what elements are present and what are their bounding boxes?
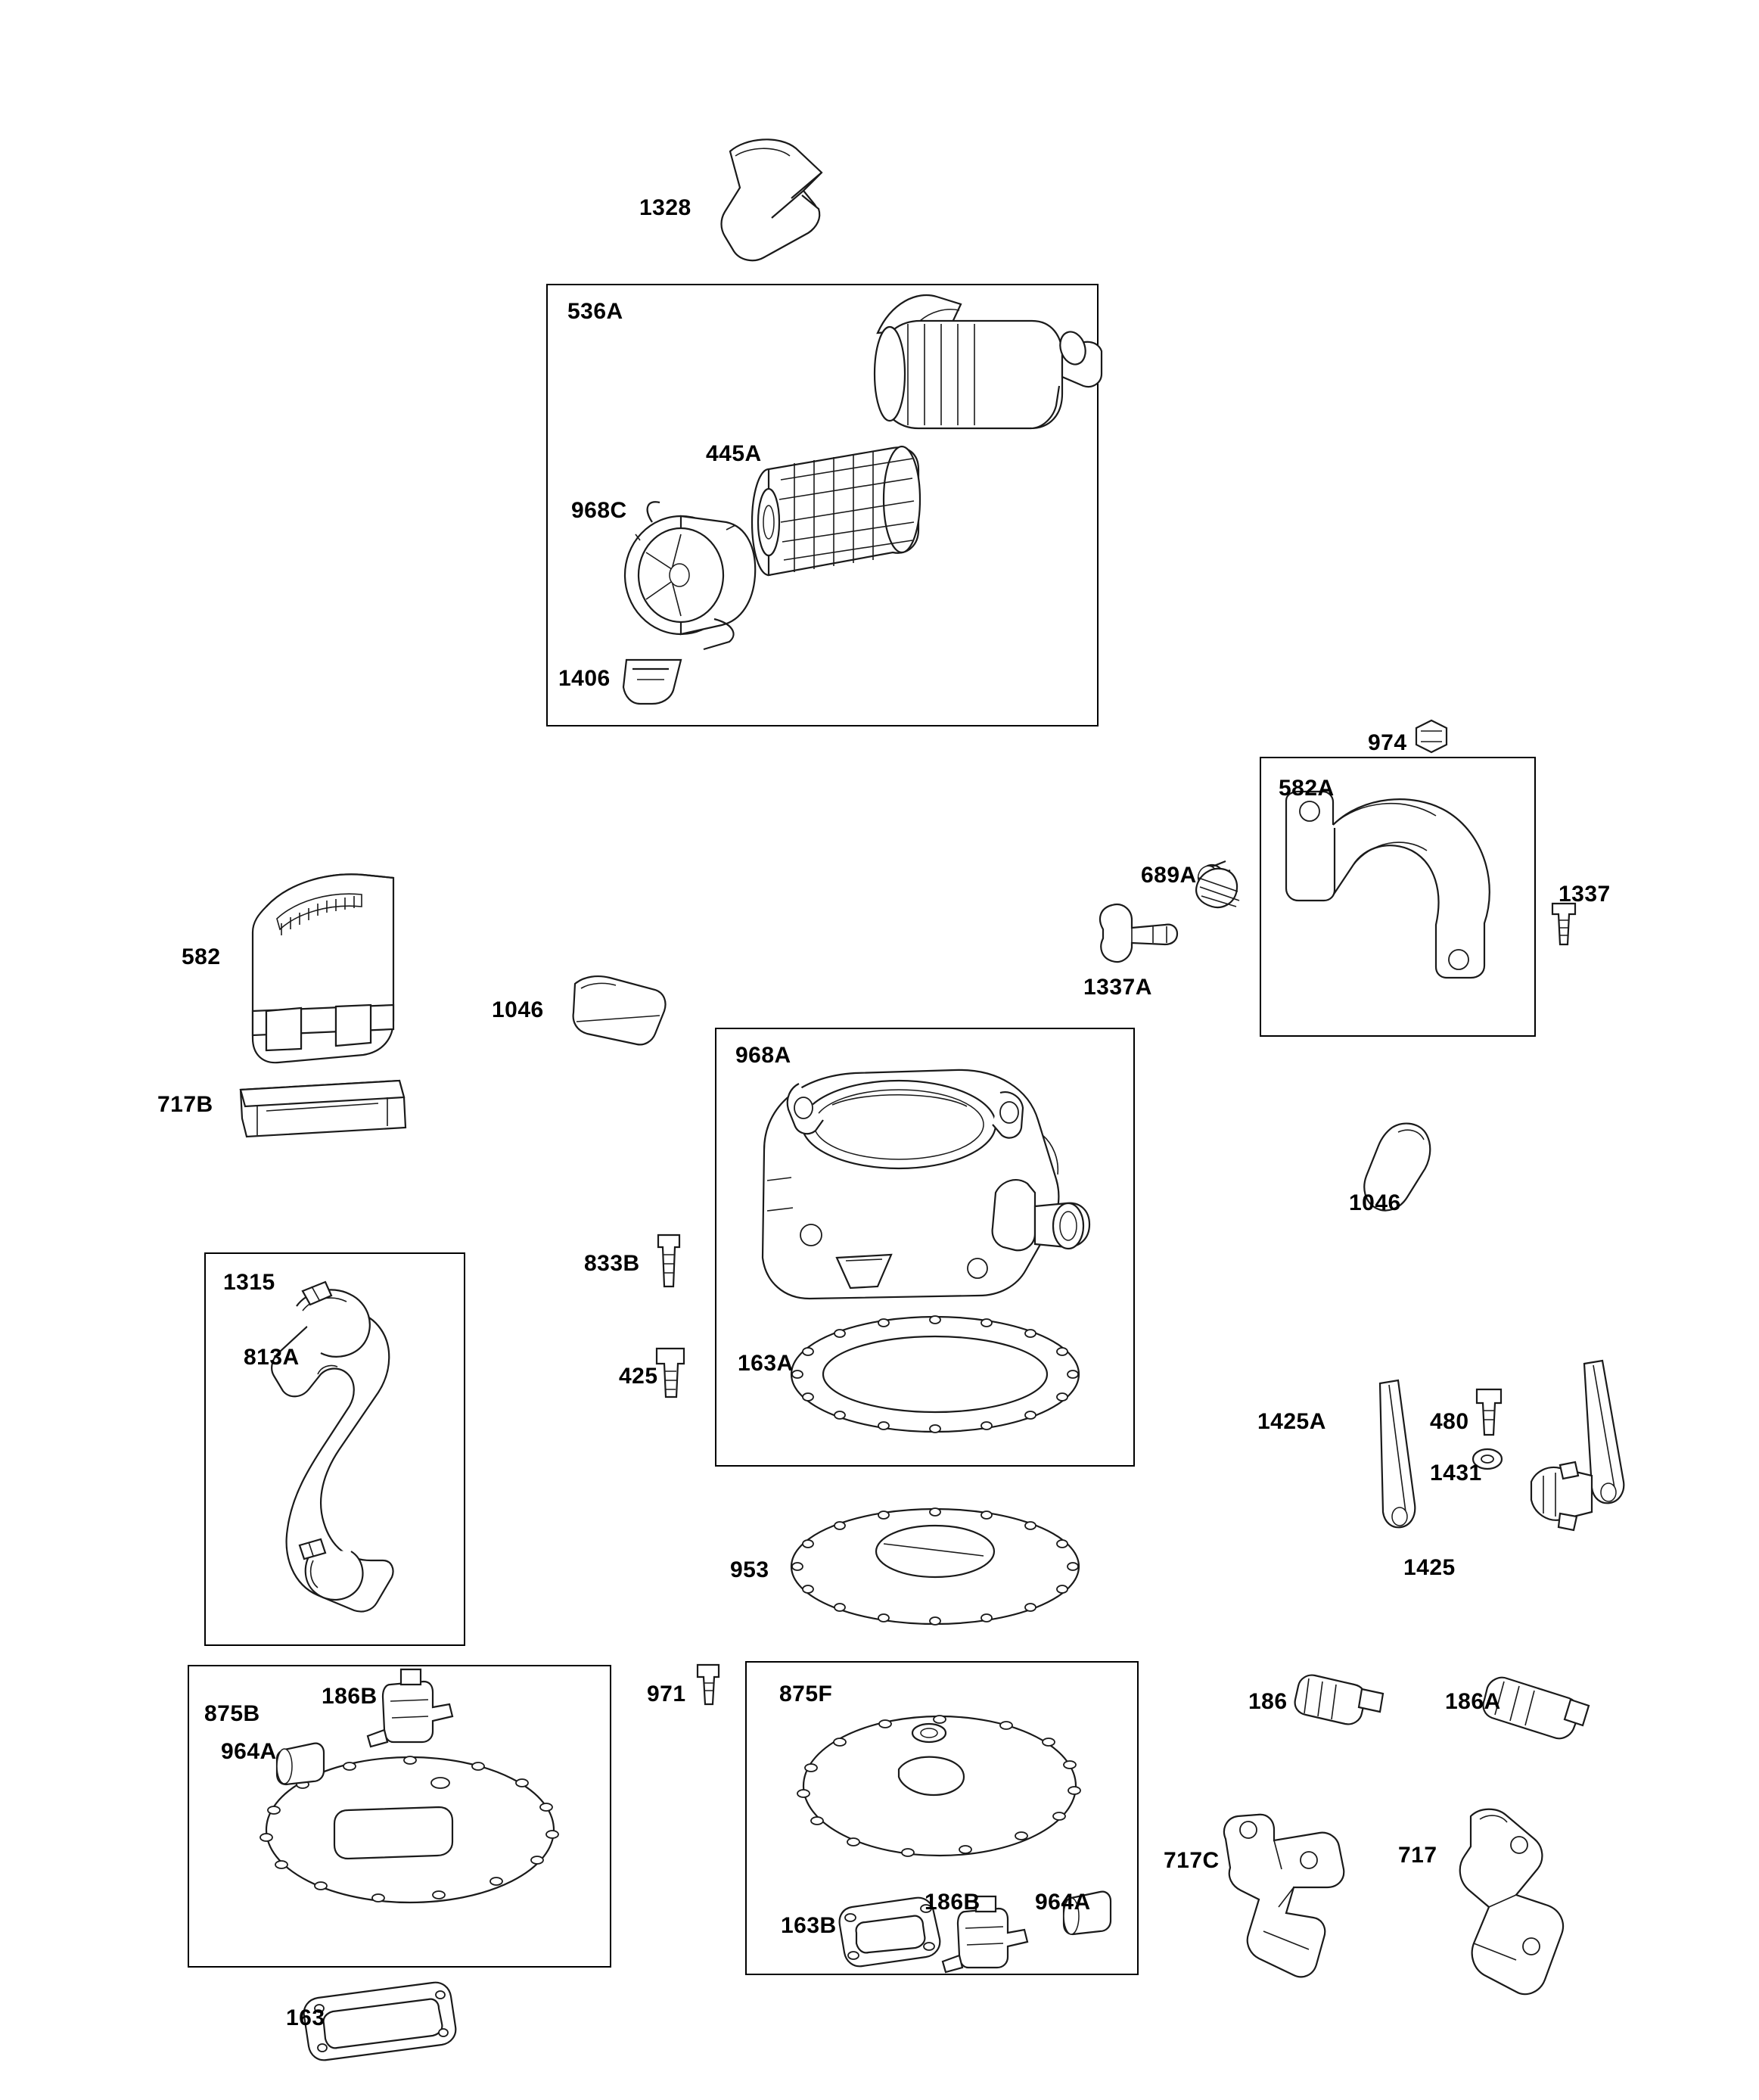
group-label-968A: 968A bbox=[735, 1043, 791, 1068]
group-label-875B: 875B bbox=[204, 1701, 260, 1726]
part-label-163: 163 bbox=[286, 2005, 325, 2030]
part-689A-art bbox=[1195, 861, 1239, 907]
part-label-582: 582 bbox=[182, 944, 221, 969]
part-label-971: 971 bbox=[647, 1682, 686, 1706]
part-label-1046-left: 1046 bbox=[492, 997, 544, 1022]
part-1046-left-art bbox=[573, 976, 666, 1044]
part-label-689A: 689A bbox=[1141, 863, 1197, 888]
part-1425A-art bbox=[1380, 1380, 1415, 1527]
part-425-art bbox=[657, 1349, 684, 1397]
part-label-964A-left: 964A bbox=[221, 1739, 277, 1764]
part-label-1328: 1328 bbox=[639, 195, 691, 220]
part-label-1046-right: 1046 bbox=[1349, 1190, 1401, 1215]
part-label-163B: 163B bbox=[781, 1913, 837, 1938]
part-label-425: 425 bbox=[619, 1364, 658, 1389]
part-1328-art bbox=[722, 139, 822, 260]
part-label-1425: 1425 bbox=[1403, 1555, 1456, 1580]
part-label-974: 974 bbox=[1368, 730, 1407, 755]
part-1425-art bbox=[1531, 1361, 1624, 1530]
part-label-813A: 813A bbox=[244, 1345, 300, 1370]
part-label-717: 717 bbox=[1398, 1843, 1437, 1868]
part-717-art bbox=[1460, 1809, 1563, 1994]
part-1337-art bbox=[1552, 904, 1575, 944]
part-971-art bbox=[698, 1665, 719, 1704]
part-label-186A: 186A bbox=[1445, 1689, 1501, 1714]
part-label-717C: 717C bbox=[1164, 1848, 1220, 1873]
part-label-445A: 445A bbox=[706, 441, 762, 466]
part-label-186B-left: 186B bbox=[322, 1684, 378, 1709]
group-label-1315: 1315 bbox=[223, 1270, 275, 1295]
part-label-186: 186 bbox=[1248, 1689, 1288, 1714]
part-label-717B: 717B bbox=[157, 1092, 213, 1117]
part-label-1406: 1406 bbox=[558, 666, 611, 691]
part-label-163A: 163A bbox=[738, 1351, 794, 1376]
part-1315-art bbox=[272, 1282, 393, 1612]
part-label-480: 480 bbox=[1430, 1409, 1469, 1434]
part-536A-art bbox=[623, 295, 1102, 704]
part-label-1425A: 1425A bbox=[1257, 1409, 1326, 1434]
part-582-art bbox=[253, 874, 393, 1062]
part-833B-art bbox=[658, 1235, 679, 1286]
group-label-582A: 582A bbox=[1279, 776, 1335, 801]
part-label-186B-right: 186B bbox=[925, 1890, 981, 1915]
group-label-536A: 536A bbox=[567, 299, 623, 324]
part-875B-art bbox=[260, 1669, 558, 2060]
part-968A-art bbox=[763, 1070, 1089, 1433]
part-label-968C: 968C bbox=[571, 498, 627, 523]
part-label-964A-right: 964A bbox=[1035, 1890, 1091, 1915]
part-582A-art bbox=[1286, 792, 1490, 978]
part-label-953: 953 bbox=[730, 1557, 769, 1582]
part-875F-art bbox=[797, 1716, 1111, 1972]
part-480-art bbox=[1477, 1389, 1501, 1435]
part-717B-art bbox=[241, 1081, 406, 1137]
part-label-1337A: 1337A bbox=[1083, 975, 1152, 1000]
group-label-875F: 875F bbox=[779, 1682, 833, 1706]
part-label-1431: 1431 bbox=[1430, 1461, 1482, 1486]
part-953-art bbox=[791, 1508, 1079, 1625]
part-1337A-art bbox=[1100, 904, 1177, 962]
part-label-1337: 1337 bbox=[1559, 882, 1611, 907]
part-label-833B: 833B bbox=[584, 1251, 640, 1276]
part-186-art bbox=[1295, 1675, 1383, 1725]
part-717C-art bbox=[1224, 1815, 1344, 1977]
part-974-art bbox=[1416, 720, 1447, 752]
